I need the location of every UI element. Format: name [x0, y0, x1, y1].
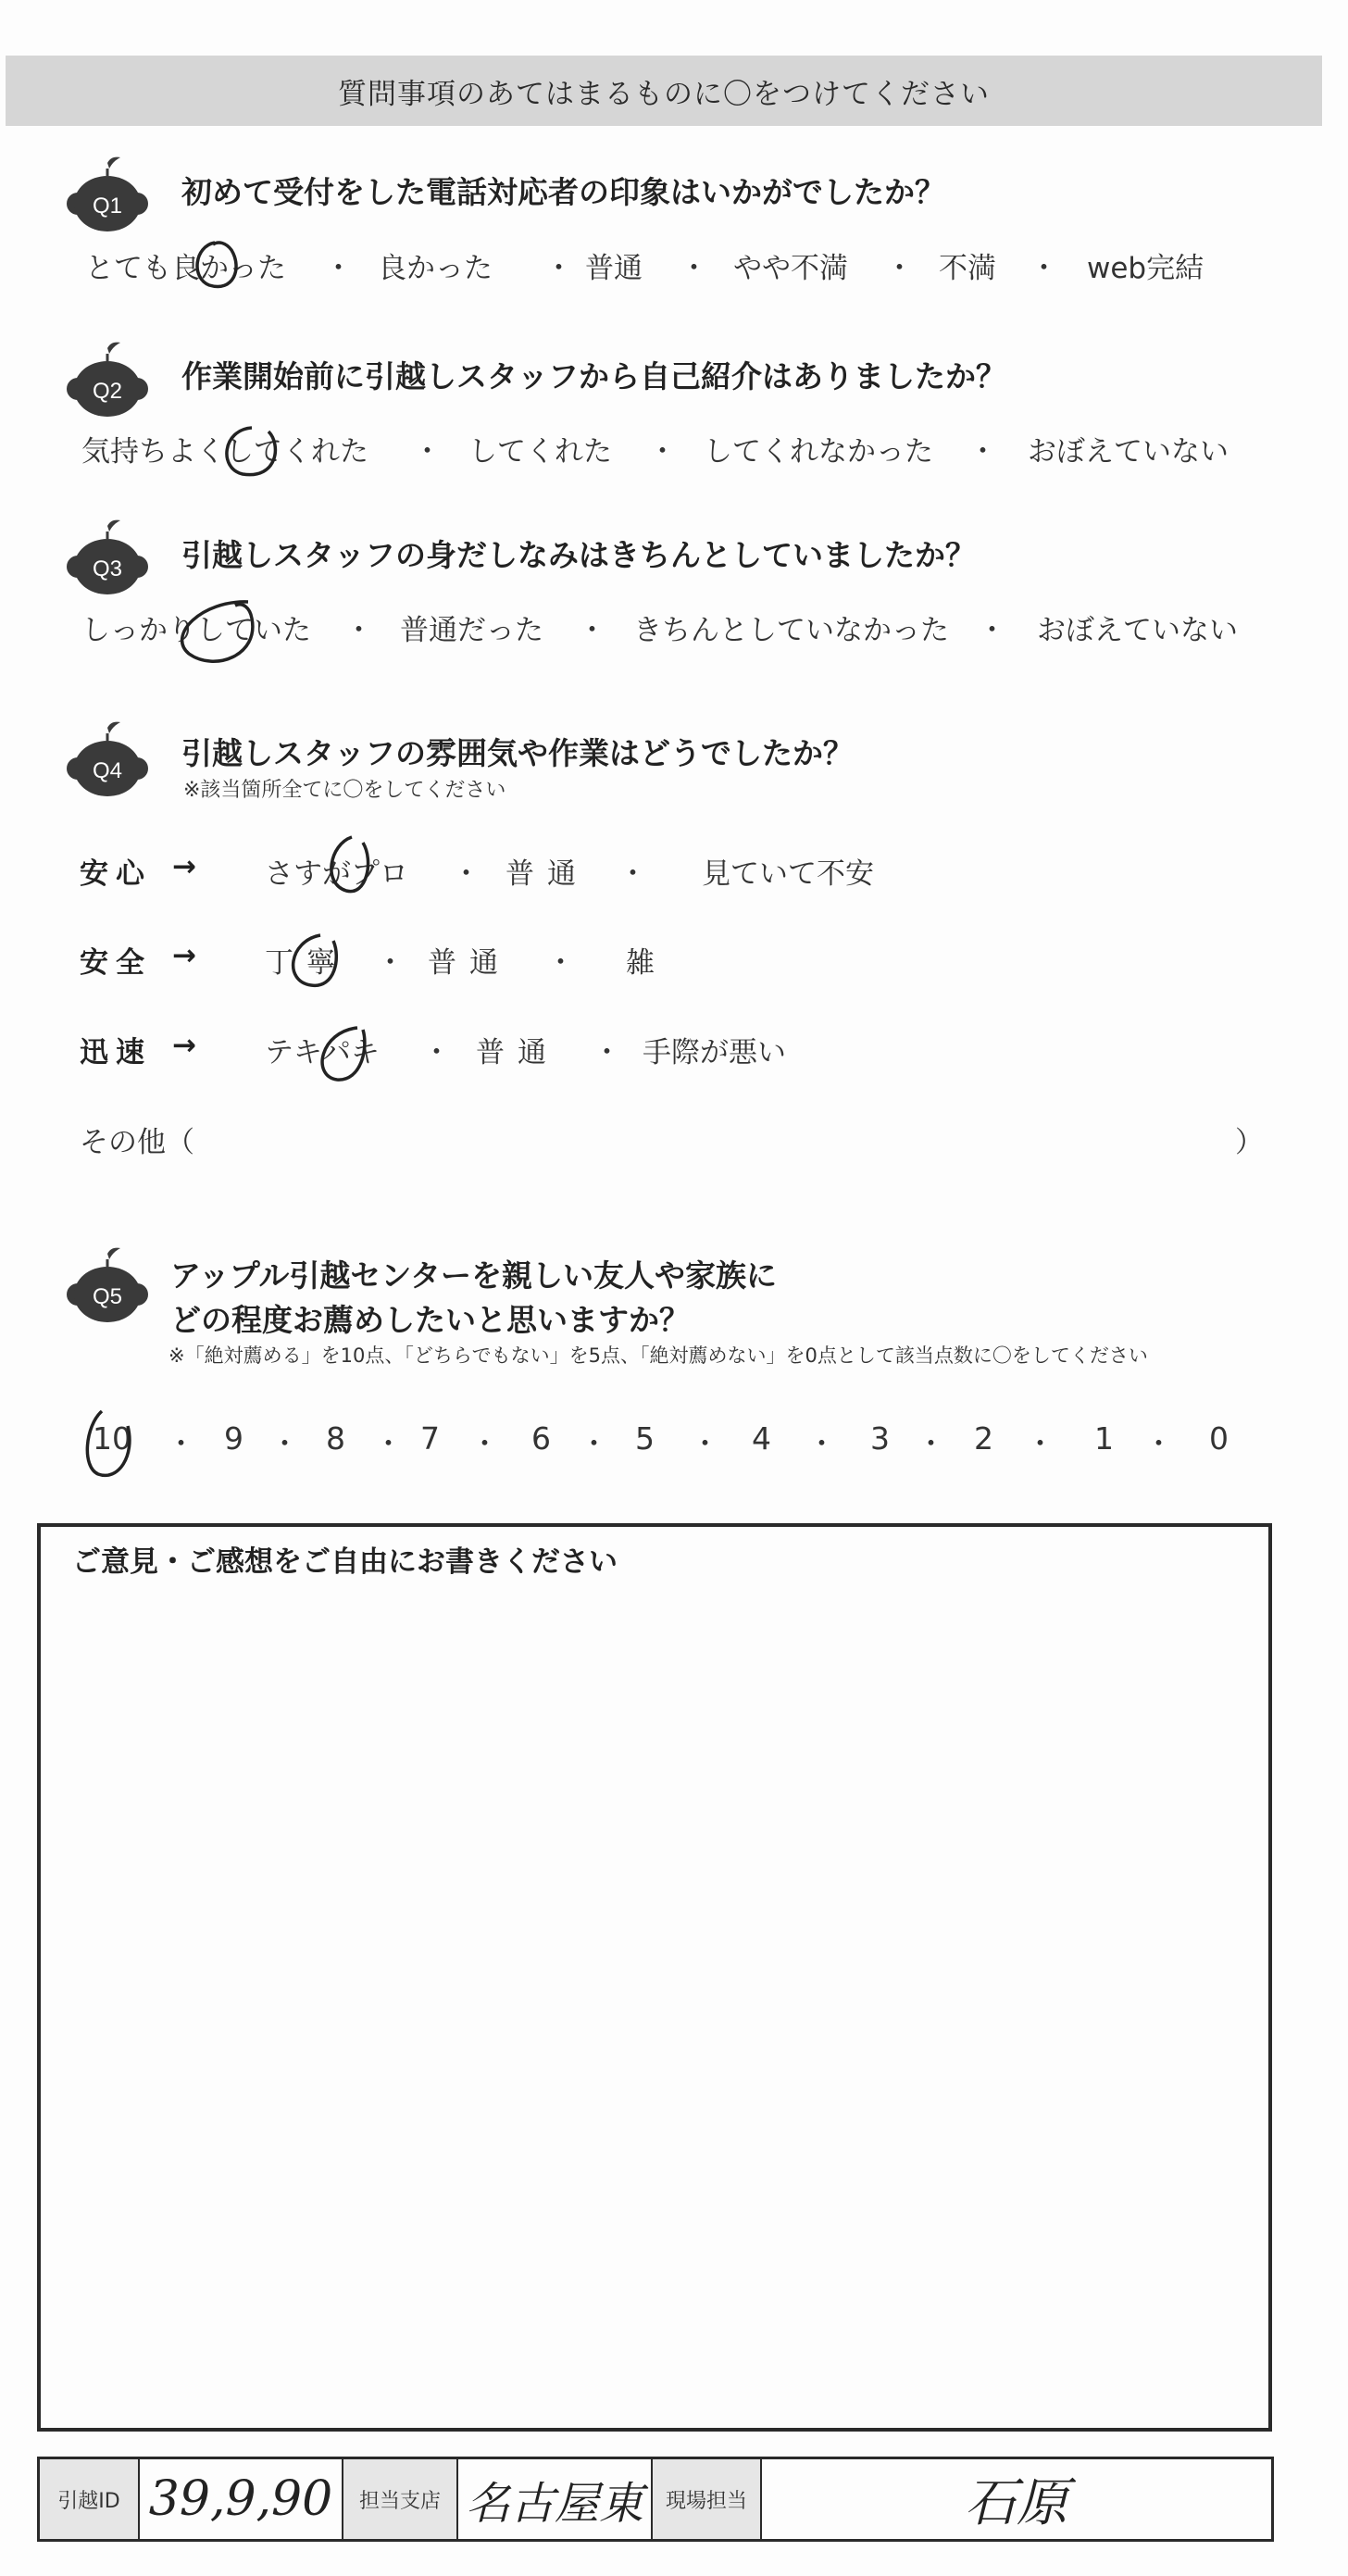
q1-option-5[interactable]: 不満	[939, 252, 996, 285]
q5-score-10[interactable]: 10	[93, 1420, 131, 1457]
q2-separator: ・	[413, 435, 442, 469]
move-id-value: 39,9,90	[148, 2471, 333, 2527]
q5-separator: ・	[1144, 1428, 1173, 1461]
q5-separator: ・	[374, 1428, 403, 1461]
q2-question: 作業開始前に引越しスタッフから自己紹介はありましたか？	[181, 358, 1006, 394]
q1-option-2[interactable]: 良かった	[378, 252, 493, 285]
q5-score-4[interactable]: 4	[752, 1420, 771, 1457]
q3-option-1[interactable]: しっかりしていた	[81, 614, 311, 647]
q4-row-label-anshin: 安心	[80, 857, 152, 891]
q4-separator: ・	[593, 1036, 621, 1069]
q2-badge-label: Q2	[92, 379, 123, 404]
q4-row1-option-2[interactable]: 普通	[506, 857, 589, 891]
q5-question-line1: アップル引越センターを親しい友人や家族に	[170, 1257, 778, 1294]
q4-badge-label: Q4	[92, 758, 123, 783]
q4-row2-circle-mark	[293, 935, 337, 985]
q2-separator: ・	[968, 435, 997, 469]
q5-separator: ・	[807, 1428, 836, 1461]
q5-score-0[interactable]: 0	[1209, 1420, 1229, 1457]
q1-badge-label: Q1	[92, 194, 123, 219]
q5-separator: ・	[270, 1428, 299, 1461]
q4-other-close: ）	[1235, 1126, 1264, 1159]
q4-row-arrow: →	[172, 939, 204, 972]
q5-separator: ・	[580, 1428, 608, 1461]
q5-question-line2: どの程度お薦めしたいと思いますか？	[170, 1302, 690, 1338]
q4-note: ※該当箇所全てに〇をしてください	[183, 779, 506, 802]
q4-separator: ・	[376, 946, 405, 980]
q1-circle-mark	[197, 243, 236, 286]
q3-separator: ・	[344, 614, 373, 647]
q5-separator: ・	[470, 1428, 499, 1461]
q4-row-arrow: →	[172, 850, 204, 883]
q4-row3-option-3[interactable]: 手際が悪い	[643, 1036, 786, 1069]
q2-option-1[interactable]: 気持ちよくしてくれた	[81, 435, 368, 469]
q4-separator: ・	[452, 857, 481, 891]
move-id-label: 引越ID	[40, 2459, 140, 2539]
q5-score-5[interactable]: 5	[635, 1420, 655, 1457]
q3-separator: ・	[578, 614, 606, 647]
q5-separator: ・	[1026, 1428, 1055, 1461]
q4-row1-option-3[interactable]: 見ていて不安	[702, 857, 874, 891]
q1-option-6[interactable]: web完結	[1087, 252, 1204, 285]
q4-separator: ・	[422, 1036, 451, 1069]
q4-row1-option-1[interactable]: さすがプロ	[265, 857, 408, 891]
q4-row1-circle-mark	[331, 837, 368, 892]
q3-option-3[interactable]: きちんとしていなかった	[633, 614, 949, 647]
branch-value: 名古屋東	[465, 2477, 643, 2530]
branch-label: 担当支店	[343, 2459, 458, 2539]
q1-option-1[interactable]: とても良かった	[85, 252, 286, 285]
q5-score-9[interactable]: 9	[224, 1420, 243, 1457]
header-title: 質問事項のあてはまるものに〇をつけてください	[338, 77, 990, 111]
q5-score-1[interactable]: 1	[1094, 1420, 1114, 1457]
q4-row-label-jinsoku: 迅速	[80, 1036, 152, 1069]
q2-circle-mark	[227, 428, 275, 475]
q3-separator: ・	[978, 614, 1006, 647]
q4-separator: ・	[546, 946, 575, 980]
q5-separator: ・	[167, 1428, 195, 1461]
q4-row2-option-3[interactable]: 雑	[626, 946, 655, 980]
q3-option-2[interactable]: 普通だった	[400, 614, 543, 647]
q4-row2-option-1[interactable]: 丁寧	[265, 946, 348, 980]
q4-separator: ・	[618, 857, 647, 891]
q5-separator: ・	[917, 1428, 945, 1461]
staff-label: 現場担当	[653, 2459, 762, 2539]
q3-badge-label: Q3	[92, 556, 123, 581]
comment-title: ご意見・ご感想をご自由にお書きください	[72, 1545, 618, 1579]
q3-question: 引越しスタッフの身だしなみはきちんとしていましたか？	[181, 537, 976, 573]
q1-separator: ・	[1030, 252, 1058, 285]
q4-row3-option-2[interactable]: 普通	[476, 1036, 559, 1069]
q4-row-label-anzen: 安全	[80, 946, 152, 980]
q4-row3-option-1[interactable]: テキパキ	[265, 1036, 380, 1069]
q5-score-8[interactable]: 8	[326, 1420, 345, 1457]
q5-score-7[interactable]: 7	[420, 1420, 440, 1457]
q2-option-3[interactable]: してくれなかった	[704, 435, 933, 469]
q1-question: 初めて受付をした電話対応者の印象はいかがでしたか？	[181, 174, 945, 210]
q3-option-4[interactable]: おぼえていない	[1037, 614, 1238, 647]
q5-score-10-circle-mark	[87, 1411, 130, 1475]
q4-question: 引越しスタッフの雰囲気や作業はどうでしたか？	[181, 735, 854, 771]
q1-separator: ・	[324, 252, 353, 285]
q2-option-4[interactable]: おぼえていない	[1028, 435, 1229, 469]
q4-row3-circle-mark	[322, 1028, 365, 1080]
q2-separator: ・	[648, 435, 677, 469]
q4-row2-option-2[interactable]: 普通	[428, 946, 511, 980]
q5-separator: ・	[691, 1428, 719, 1461]
q5-score-6[interactable]: 6	[531, 1420, 551, 1457]
q5-badge-label: Q5	[92, 1284, 123, 1309]
q1-option-3[interactable]: 普通	[585, 252, 643, 285]
q4-other-label: その他（	[80, 1126, 194, 1159]
q3-circle-mark	[182, 602, 253, 661]
q4-row-arrow: →	[172, 1029, 204, 1062]
q5-note: ※「絶対薦める」を10点、「どちらでもない」を5点、「絶対薦めない」を0点として該当点数に〇をしてください	[168, 1344, 1148, 1367]
q5-score-2[interactable]: 2	[974, 1420, 993, 1457]
q1-separator: ・	[544, 252, 573, 285]
q5-score-3[interactable]: 3	[870, 1420, 890, 1457]
q2-option-2[interactable]: してくれた	[468, 435, 612, 469]
staff-value: 石原	[965, 2473, 1068, 2533]
q1-separator: ・	[680, 252, 708, 285]
q1-option-4[interactable]: やや不満	[733, 252, 848, 285]
q1-separator: ・	[885, 252, 914, 285]
